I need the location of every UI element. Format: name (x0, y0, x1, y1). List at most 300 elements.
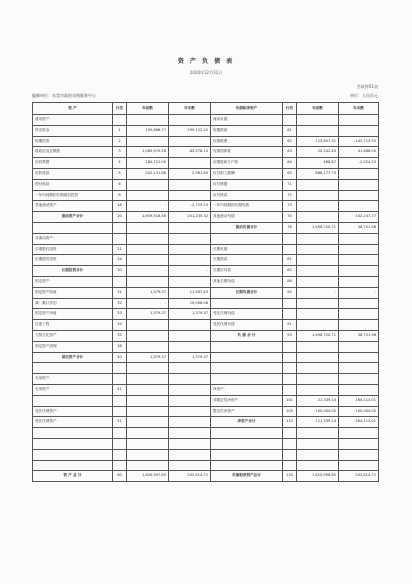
asset-item: 无形资产 (33, 384, 113, 395)
table-row (33, 115, 379, 126)
col-header-asset: 资 产 (33, 103, 113, 115)
col-header-end: 年末数 (169, 103, 211, 115)
liability-begin-value (297, 352, 339, 363)
asset-end-value: 1,379.37 (169, 352, 211, 363)
asset-line-no: 5 (113, 168, 127, 179)
liability-item: 净资产： (211, 384, 283, 395)
asset-line-no: 41 (113, 384, 127, 395)
table-row (33, 136, 379, 147)
asset-line-no: 6 (113, 179, 127, 190)
liability-item: 受托代理负债 (211, 320, 283, 331)
liability-item: 应缴税费 (211, 136, 283, 147)
asset-item: 货币资金 (33, 125, 113, 136)
liability-item: 受托代理负债 (211, 309, 283, 320)
liability-begin-value (297, 125, 339, 136)
asset-begin-value (127, 330, 169, 341)
asset-begin-value (127, 233, 169, 244)
liability-item: 流动负债： (211, 115, 283, 126)
asset-item: 减：累计折旧 (33, 298, 113, 309)
asset-begin-value: 1,379.37 (127, 287, 169, 298)
liability-line-no: 65 (283, 168, 297, 179)
asset-end-value: -83,578.10 (169, 147, 211, 158)
table-row (33, 298, 379, 309)
table-row (33, 287, 379, 298)
liability-item (211, 428, 283, 439)
asset-end-value (169, 320, 211, 331)
liability-item (211, 363, 283, 374)
liability-end-value (339, 384, 379, 395)
table-row (33, 158, 379, 169)
asset-line-no: 8 (113, 190, 127, 201)
liability-line-no: 120 (283, 471, 297, 482)
liability-begin-value: 21,339.14 (297, 395, 339, 406)
asset-end-value (169, 406, 211, 417)
liability-begin-value: 121,339.14 (297, 417, 339, 428)
table-row (33, 406, 379, 417)
asset-begin-value (127, 179, 169, 190)
liability-begin-value: 20,242.40 (297, 147, 339, 158)
asset-line-no (113, 374, 127, 385)
liability-item: 流动负债合计 (211, 222, 283, 233)
asset-begin-value (127, 449, 169, 460)
asset-item: 流动资产合计 (33, 212, 113, 223)
table-row (33, 233, 379, 244)
asset-end-value (169, 374, 211, 385)
asset-begin-value (127, 222, 169, 233)
col-header-begin2: 年初数 (297, 103, 339, 115)
asset-end-value (169, 363, 211, 374)
table-row (33, 417, 379, 428)
table-row (33, 460, 379, 471)
asset-item: 财政应返还额度 (33, 147, 113, 158)
asset-end-value (169, 115, 211, 126)
asset-line-no: 60 (113, 471, 127, 482)
asset-item: 受托代理资产： (33, 406, 113, 417)
liability-end-value: -2,524.53 (339, 158, 379, 169)
liability-item (211, 341, 283, 352)
liability-end-value: - (339, 287, 379, 298)
liability-end-value (339, 363, 379, 374)
asset-line-no (113, 438, 127, 449)
asset-end-value: 1,379.37 (169, 309, 211, 320)
liability-begin-value: 1,496,720.71 (297, 330, 339, 341)
asset-end-value (169, 417, 211, 428)
asset-line-no: 1 (113, 125, 127, 136)
asset-item: 在建工程 (33, 320, 113, 331)
table-row (33, 179, 379, 190)
asset-end-value (169, 136, 211, 147)
liability-item: 一年内到期的长期负债 (211, 201, 283, 212)
liability-line-no (283, 428, 297, 439)
table-row (33, 168, 379, 179)
reporting-entity: 编制单位：东莞市政府采购服务中心 (32, 93, 96, 98)
asset-line-no: 20 (113, 212, 127, 223)
asset-item: 固定资产清理 (33, 341, 113, 352)
liability-end-value (339, 320, 379, 331)
asset-begin-value (127, 115, 169, 126)
liability-item: 应付账款 (211, 190, 283, 201)
liability-line-no (283, 309, 297, 320)
asset-end-value (169, 330, 211, 341)
liability-begin-value (297, 276, 339, 287)
asset-end-value: 299,122.25 (169, 125, 211, 136)
asset-end-value (169, 341, 211, 352)
asset-begin-value (127, 255, 169, 266)
table-row (33, 428, 379, 439)
table-row (33, 352, 379, 363)
liability-end-value (339, 266, 379, 277)
liability-end-value: 100,000.00 (339, 406, 379, 417)
document-title: 资 产 负 债 表 (177, 58, 235, 65)
asset-item: 固定资产净值 (33, 309, 113, 320)
asset-begin-value (127, 428, 169, 439)
liability-end-value: 38,701.98 (339, 330, 379, 341)
table-row (33, 222, 379, 233)
asset-item (33, 438, 113, 449)
table-row (33, 471, 379, 482)
asset-end-value (169, 255, 211, 266)
liability-end-value (339, 255, 379, 266)
liability-line-no: 64 (283, 158, 297, 169)
table-row (33, 276, 379, 287)
asset-begin-value: - (127, 298, 169, 309)
liability-item (211, 352, 283, 363)
liability-begin-value (297, 428, 339, 439)
liability-line-no (283, 298, 297, 309)
asset-line-no (113, 115, 127, 126)
liability-item: 负债和净资产总计 (211, 471, 283, 482)
liability-line-no (283, 384, 297, 395)
asset-end-value: 11,587.43 (169, 287, 211, 298)
liability-end-value (339, 125, 379, 136)
liability-begin-value (297, 201, 339, 212)
liability-end-value (339, 276, 379, 287)
asset-item (33, 363, 113, 374)
liability-item (211, 374, 283, 385)
liability-item (211, 460, 283, 471)
asset-line-no: 18 (113, 201, 127, 212)
liability-line-no: 105 (283, 406, 297, 417)
table-row (33, 438, 379, 449)
form-number: 会政财01表 (356, 84, 378, 89)
col-header-begin: 年初数 (127, 103, 169, 115)
liability-end-value (339, 115, 379, 126)
liability-line-no: 101 (283, 395, 297, 406)
liability-item: 净资产合计 (211, 417, 283, 428)
asset-item: 无形资产： (33, 374, 113, 385)
asset-line-no: 2 (113, 136, 127, 147)
liability-item: 负 债 合 计 (211, 330, 283, 341)
asset-begin-value (127, 190, 169, 201)
asset-begin-value (127, 244, 169, 255)
asset-line-no: 24 (113, 255, 127, 266)
liability-begin-value (297, 212, 339, 223)
liability-begin-value (297, 190, 339, 201)
asset-item (33, 460, 113, 471)
table-row (33, 125, 379, 136)
asset-begin-value (127, 460, 169, 471)
col-header-liabilities: 负债和净资产 (211, 103, 283, 115)
asset-begin-value (127, 384, 169, 395)
asset-item: 应收账款 (33, 168, 113, 179)
liability-item: 应付票据 (211, 179, 283, 190)
asset-end-value (169, 190, 211, 201)
asset-end-value (169, 276, 211, 287)
asset-line-no (113, 276, 127, 287)
liability-item: 长期应付款 (211, 266, 283, 277)
table-row (33, 244, 379, 255)
liability-begin-value (297, 115, 339, 126)
liability-begin-value (297, 341, 339, 352)
liability-begin-value (297, 255, 339, 266)
liability-end-value: 38,701.98 (339, 222, 379, 233)
liability-end-value: -142,713.55 (339, 136, 379, 147)
liability-line-no: 93 (283, 330, 297, 341)
asset-item: 长期债券投资 (33, 255, 113, 266)
table-header-row (33, 103, 379, 115)
liability-end-value (339, 449, 379, 460)
asset-begin-value: 1,379.37 (127, 309, 169, 320)
asset-line-no: 21 (113, 244, 127, 255)
asset-end-value (169, 428, 211, 439)
liability-begin-value: 1,620,998.85 (297, 471, 339, 482)
liability-item: 应缴财政专户款 (211, 158, 283, 169)
asset-end-value (169, 449, 211, 460)
liability-begin-value (297, 438, 339, 449)
liability-end-value (339, 179, 379, 190)
table-row (33, 384, 379, 395)
asset-begin-value: - (127, 201, 169, 212)
asset-line-no (113, 460, 127, 471)
table-row (33, 395, 379, 406)
liability-begin-value: 886,177.73 (297, 168, 339, 179)
liability-end-value (339, 190, 379, 201)
asset-item (33, 449, 113, 460)
asset-begin-value (127, 406, 169, 417)
asset-item: 长期投资合计 (33, 266, 113, 277)
asset-item: 受托代理资产 (33, 417, 113, 428)
asset-begin-value (127, 276, 169, 287)
liability-end-value: 164,113.01 (339, 395, 379, 406)
asset-end-value (169, 158, 211, 169)
asset-item: 长期股权投资 (33, 244, 113, 255)
liability-begin-value (297, 298, 339, 309)
table-body (33, 115, 379, 482)
asset-begin-value (127, 136, 169, 147)
liability-line-no (283, 341, 297, 352)
liability-begin-value (297, 460, 339, 471)
liability-item: 短期借款 (211, 125, 283, 136)
asset-item: 固定资产原值 (33, 287, 113, 298)
table-row (33, 147, 379, 158)
liability-end-value (339, 244, 379, 255)
asset-line-no: 34 (113, 320, 127, 331)
liability-item: 长期借款 (211, 255, 283, 266)
asset-line-no (113, 428, 127, 439)
asset-item: 应收票据 (33, 158, 113, 169)
liability-item (211, 233, 283, 244)
liability-item (211, 449, 283, 460)
currency-unit: 单位：人民币元 (350, 93, 378, 98)
asset-item (33, 428, 113, 439)
liability-item: 限定性净资产 (211, 406, 283, 417)
liability-item: 长期负债合计 (211, 287, 283, 298)
table-row (33, 374, 379, 385)
liability-line-no (283, 460, 297, 471)
asset-begin-value: 180,721.00 (127, 158, 169, 169)
asset-line-no (113, 233, 127, 244)
liability-line-no (283, 244, 297, 255)
asset-item: 文物文化资产 (33, 330, 113, 341)
liability-line-no: 73 (283, 201, 297, 212)
table-row (33, 266, 379, 277)
asset-begin-value: 1,379.37 (127, 352, 169, 363)
asset-item: 固定资产合计 (33, 352, 113, 363)
liability-item: 非限定性净资产 (211, 395, 283, 406)
liability-line-no (283, 115, 297, 126)
asset-begin-value: 1,080,970.28 (127, 147, 169, 158)
liability-item: 应付职工薪酬 (211, 168, 283, 179)
liability-begin-value (297, 266, 339, 277)
asset-line-no (113, 449, 127, 460)
liability-begin-value: - (297, 287, 339, 298)
liability-line-no: 72 (283, 190, 297, 201)
asset-item: 固定资产： (33, 276, 113, 287)
balance-sheet-table (32, 102, 379, 482)
asset-end-value: 2,961.84 (169, 168, 211, 179)
asset-line-no: 40 (113, 352, 127, 363)
asset-line-no: 51 (113, 417, 127, 428)
liability-end-value (339, 298, 379, 309)
liability-begin-value (297, 374, 339, 385)
liability-line-no (283, 233, 297, 244)
table-row (33, 341, 379, 352)
liability-line-no: 88 (283, 276, 297, 287)
liability-line-no: 78 (283, 222, 297, 233)
asset-begin-value (127, 438, 169, 449)
liability-item (211, 438, 283, 449)
liability-begin-value (297, 449, 339, 460)
col-header-end2: 年末数 (339, 103, 379, 115)
liability-line-no: 90 (283, 287, 297, 298)
col-header-line: 行次 (113, 103, 127, 115)
liability-begin-value (297, 179, 339, 190)
liability-end-value: 202,814.72 (339, 471, 379, 482)
asset-item: 资 产 总 计 (33, 471, 113, 482)
asset-begin-value: 202,131.86 (127, 168, 169, 179)
liability-line-no (283, 438, 297, 449)
asset-item: 其他流动资产 (33, 201, 113, 212)
liability-end-value: 102,247.77 (339, 212, 379, 223)
liability-end-value (339, 460, 379, 471)
table-row (33, 309, 379, 320)
liability-end-value (339, 309, 379, 320)
asset-begin-value: 1,620,997.85 (127, 471, 169, 482)
table-row (33, 363, 379, 374)
liability-line-no: 91 (283, 320, 297, 331)
liability-begin-value: 123,807.31 (297, 136, 339, 147)
liability-item: 其他流动负债 (211, 212, 283, 223)
liability-end-value (339, 374, 379, 385)
liability-begin-value (297, 309, 339, 320)
liability-end-value (339, 352, 379, 363)
asset-begin-value (127, 374, 169, 385)
asset-end-value: 201,235.32 (169, 212, 211, 223)
asset-end-value (169, 438, 211, 449)
liability-line-no (283, 363, 297, 374)
liability-begin-value (297, 363, 339, 374)
asset-begin-value (127, 395, 169, 406)
table-row (33, 201, 379, 212)
asset-line-no: 30 (113, 266, 127, 277)
liability-line-no (283, 374, 297, 385)
asset-end-value (169, 460, 211, 471)
asset-begin-value (127, 363, 169, 374)
liability-end-value (339, 201, 379, 212)
liability-line-no: 110 (283, 417, 297, 428)
asset-end-value (169, 222, 211, 233)
asset-line-no: 4 (113, 158, 127, 169)
asset-begin-value: 1,659,516.46 (127, 212, 169, 223)
asset-item (33, 395, 113, 406)
liability-line-no (283, 449, 297, 460)
asset-begin-value (127, 417, 169, 428)
asset-line-no: 32 (113, 298, 127, 309)
liability-item: 其他长期负债 (211, 276, 283, 287)
table-row (33, 330, 379, 341)
asset-end-value (169, 244, 211, 255)
asset-line-no (113, 395, 127, 406)
liability-end-value (339, 341, 379, 352)
liability-line-no: 81 (283, 255, 297, 266)
liability-end-value (339, 428, 379, 439)
asset-item: 短期投资 (33, 136, 113, 147)
liability-line-no: 71 (283, 179, 297, 190)
liability-line-no: 61 (283, 125, 297, 136)
asset-begin-value: - (127, 266, 169, 277)
asset-line-no: 35 (113, 330, 127, 341)
asset-begin-value: 195,666.77 (127, 125, 169, 136)
liability-begin-value (297, 244, 339, 255)
liability-begin-value: 1,496,720.71 (297, 222, 339, 233)
liability-begin-value (297, 384, 339, 395)
asset-begin-value (127, 341, 169, 352)
asset-line-no (113, 363, 127, 374)
liability-begin-value (297, 233, 339, 244)
liability-line-no (283, 352, 297, 363)
asset-end-value: 10,008.06 (169, 298, 211, 309)
asset-end-value: - (169, 266, 211, 277)
table-row (33, 255, 379, 266)
report-date: 2020年12月31日 (189, 70, 223, 75)
liability-item: 应缴国库款 (211, 147, 283, 158)
asset-item: 一年内到期的长期债权投资 (33, 190, 113, 201)
liability-end-value (339, 438, 379, 449)
liability-begin-value: 100,000.00 (297, 406, 339, 417)
table-row (33, 190, 379, 201)
asset-line-no (113, 222, 127, 233)
asset-end-value (169, 395, 211, 406)
asset-item (33, 222, 113, 233)
liability-end-value: 264,113.01 (339, 417, 379, 428)
liability-end-value: 41,688.00 (339, 147, 379, 158)
table-row (33, 449, 379, 460)
liability-end-value (339, 233, 379, 244)
liability-item (211, 298, 283, 309)
asset-line-no: 33 (113, 309, 127, 320)
asset-end-value (169, 233, 211, 244)
asset-item: 非流动资产： (33, 233, 113, 244)
